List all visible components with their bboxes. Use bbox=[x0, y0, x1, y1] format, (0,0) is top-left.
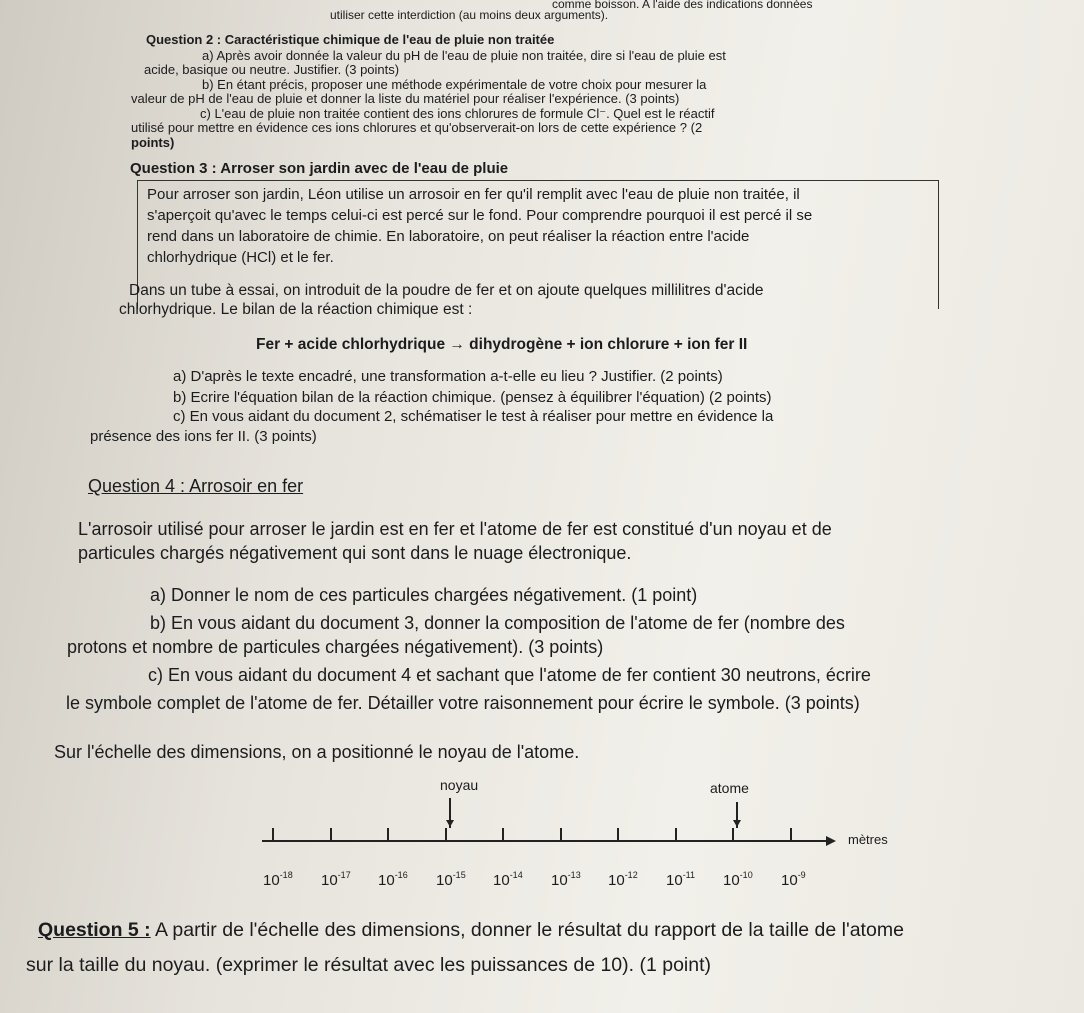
q2-c-line-2: utilisé pour mettre en évidence ces ions chlorures et qu'observerait-on lors de cette expérience ? (2 bbox=[131, 120, 703, 135]
scale-tick-label: $10^{-17}$ bbox=[321, 870, 351, 889]
q3-c-line-2: présence des ions fer II. (3 points) bbox=[90, 428, 317, 445]
q3-b: b) Ecrire l'équation bilan de la réaction chimique. (pensez à équilibrer l'équation) (2 points) bbox=[173, 389, 772, 406]
scale-intro: Sur l'échelle des dimensions, on a positionné le noyau de l'atome. bbox=[54, 742, 580, 762]
box-line-2: s'aperçoit qu'avec le temps celui-ci est percé sur le fond. Pour comprendre pourquoi il est percé il se bbox=[147, 207, 813, 224]
q2-c-line-1: c) L'eau de pluie non traitée contient des ions chlorures de formule Cl⁻. Quel est le réactif bbox=[200, 106, 715, 121]
question-5 bbox=[38, 918, 904, 942]
scale-tick bbox=[445, 828, 447, 842]
q3-paragraph-line-2: chlorhydrique. Le bilan de la réaction chimique est : bbox=[119, 301, 473, 318]
header-line-1: comme boisson. A l'aide des indications données bbox=[552, 0, 813, 11]
q2-a-line-1: a) Après avoir donnée la valeur du pH de l'eau de pluie non traitée, dire si l'eau de pluie est bbox=[202, 48, 726, 63]
question-3-title: Question 3 : Arroser son jardin avec de l'eau de pluie bbox=[130, 160, 509, 177]
scale-tick-label: $10^{-15}$ bbox=[436, 870, 466, 889]
q4-paragraph-line-2: particules chargés négativement qui sont dans le nuage électronique. bbox=[78, 543, 632, 563]
q2-c-line-3: points) bbox=[131, 135, 175, 150]
scale-tick bbox=[790, 828, 792, 842]
scale-tick-label: $10^{-12}$ bbox=[608, 870, 638, 889]
noyau-label: noyau bbox=[440, 777, 479, 793]
scale-tick-label: $10^{-11}$ bbox=[666, 870, 696, 889]
scale-tick-label: $10^{-16}$ bbox=[378, 870, 408, 889]
q4-c-line-1: c) En vous aidant du document 4 et sachant que l'atome de fer contient 30 neutrons, écrire bbox=[148, 665, 871, 685]
noyau-marker-arrow bbox=[446, 820, 454, 827]
atome-label: atome bbox=[710, 780, 749, 796]
scale-unit: mètres bbox=[848, 832, 888, 847]
q2-b-line-2: valeur de pH de l'eau de pluie et donner la liste du matériel pour réaliser l'expérience. (3 points) bbox=[131, 91, 680, 106]
q5-line-2: sur la taille du noyau. (exprimer le résultat avec les puissances de 10). (1 point) bbox=[26, 954, 712, 976]
q4-a: a) Donner le nom de ces particules chargées négativement. (1 point) bbox=[150, 585, 698, 605]
scale-tick-label: $10^{-9}$ bbox=[781, 870, 806, 889]
q4-b-line-2: protons et nombre de particules chargées négativement). (3 points) bbox=[67, 637, 604, 657]
scale-tick-label: $10^{-13}$ bbox=[551, 870, 581, 889]
q2-a-line-2: acide, basique ou neutre. Justifier. (3 points) bbox=[144, 62, 400, 77]
q4-b-line-1: b) En vous aidant du document 3, donner la composition de l'atome de fer (nombre des bbox=[150, 613, 845, 633]
scale-tick bbox=[387, 828, 389, 842]
q2-b-line-1: b) En étant précis, proposer une méthode expérimentale de votre choix pour mesurer la bbox=[202, 77, 707, 92]
question-2-title: Question 2 : Caractéristique chimique de l'eau de pluie non traitée bbox=[146, 32, 555, 47]
scale-tick bbox=[330, 828, 332, 842]
scale-tick-label: $10^{-14}$ bbox=[493, 870, 523, 889]
reaction-equation: Fer + acide chlorhydrique → dihydrogène + ion chlorure + ion fer II bbox=[256, 336, 748, 353]
scale-tick bbox=[732, 828, 734, 842]
box-line-3: rend dans un laboratoire de chimie. En laboratoire, on peut réaliser la réaction entre l'acide bbox=[147, 228, 750, 245]
scale-tick bbox=[617, 828, 619, 842]
q4-paragraph-line-1: L'arrosoir utilisé pour arroser le jardin est en fer et l'atome de fer est constitué d'un noyau et de bbox=[78, 519, 832, 539]
atome-marker-arrow bbox=[733, 820, 741, 827]
q3-paragraph-line-1: Dans un tube à essai, on introduit de la poudre de fer et on ajoute quelques millilitres d'acide bbox=[129, 282, 764, 299]
q5-line-1: A partir de l'échelle des dimensions, donner le résultat du rapport de la taille de l'atome bbox=[150, 919, 904, 941]
question-5-title: Question 5 : bbox=[38, 919, 151, 941]
scale-axis-line bbox=[262, 840, 830, 842]
scale-arrowhead bbox=[826, 836, 836, 846]
q4-c-line-2: le symbole complet de l'atome de fer. Détailler votre raisonnement pour écrire le symbole. (3 points) bbox=[66, 693, 860, 713]
question-4-title: Question 4 : Arrosoir en fer bbox=[88, 476, 304, 496]
scale-tick bbox=[272, 828, 274, 842]
box-line-1: Pour arroser son jardin, Léon utilise un arrosoir en fer qu'il remplit avec l'eau de pluie non traitée, il bbox=[147, 186, 800, 203]
scale-tick bbox=[502, 828, 504, 842]
scale-tick-label: $10^{-18}$ bbox=[263, 870, 293, 889]
q3-a: a) D'après le texte encadré, une transformation a-t-elle eu lieu ? Justifier. (2 points) bbox=[173, 368, 723, 385]
box-line-4: chlorhydrique (HCl) et le fer. bbox=[147, 249, 334, 266]
scale-tick bbox=[675, 828, 677, 842]
scale-tick bbox=[560, 828, 562, 842]
scale-tick-label: $10^{-10}$ bbox=[723, 870, 753, 889]
q3-c-line-1: c) En vous aidant du document 2, schématiser le test à réaliser pour mettre en évidence la bbox=[173, 408, 774, 425]
header-line-2: utiliser cette interdiction (au moins deux arguments). bbox=[330, 8, 609, 22]
